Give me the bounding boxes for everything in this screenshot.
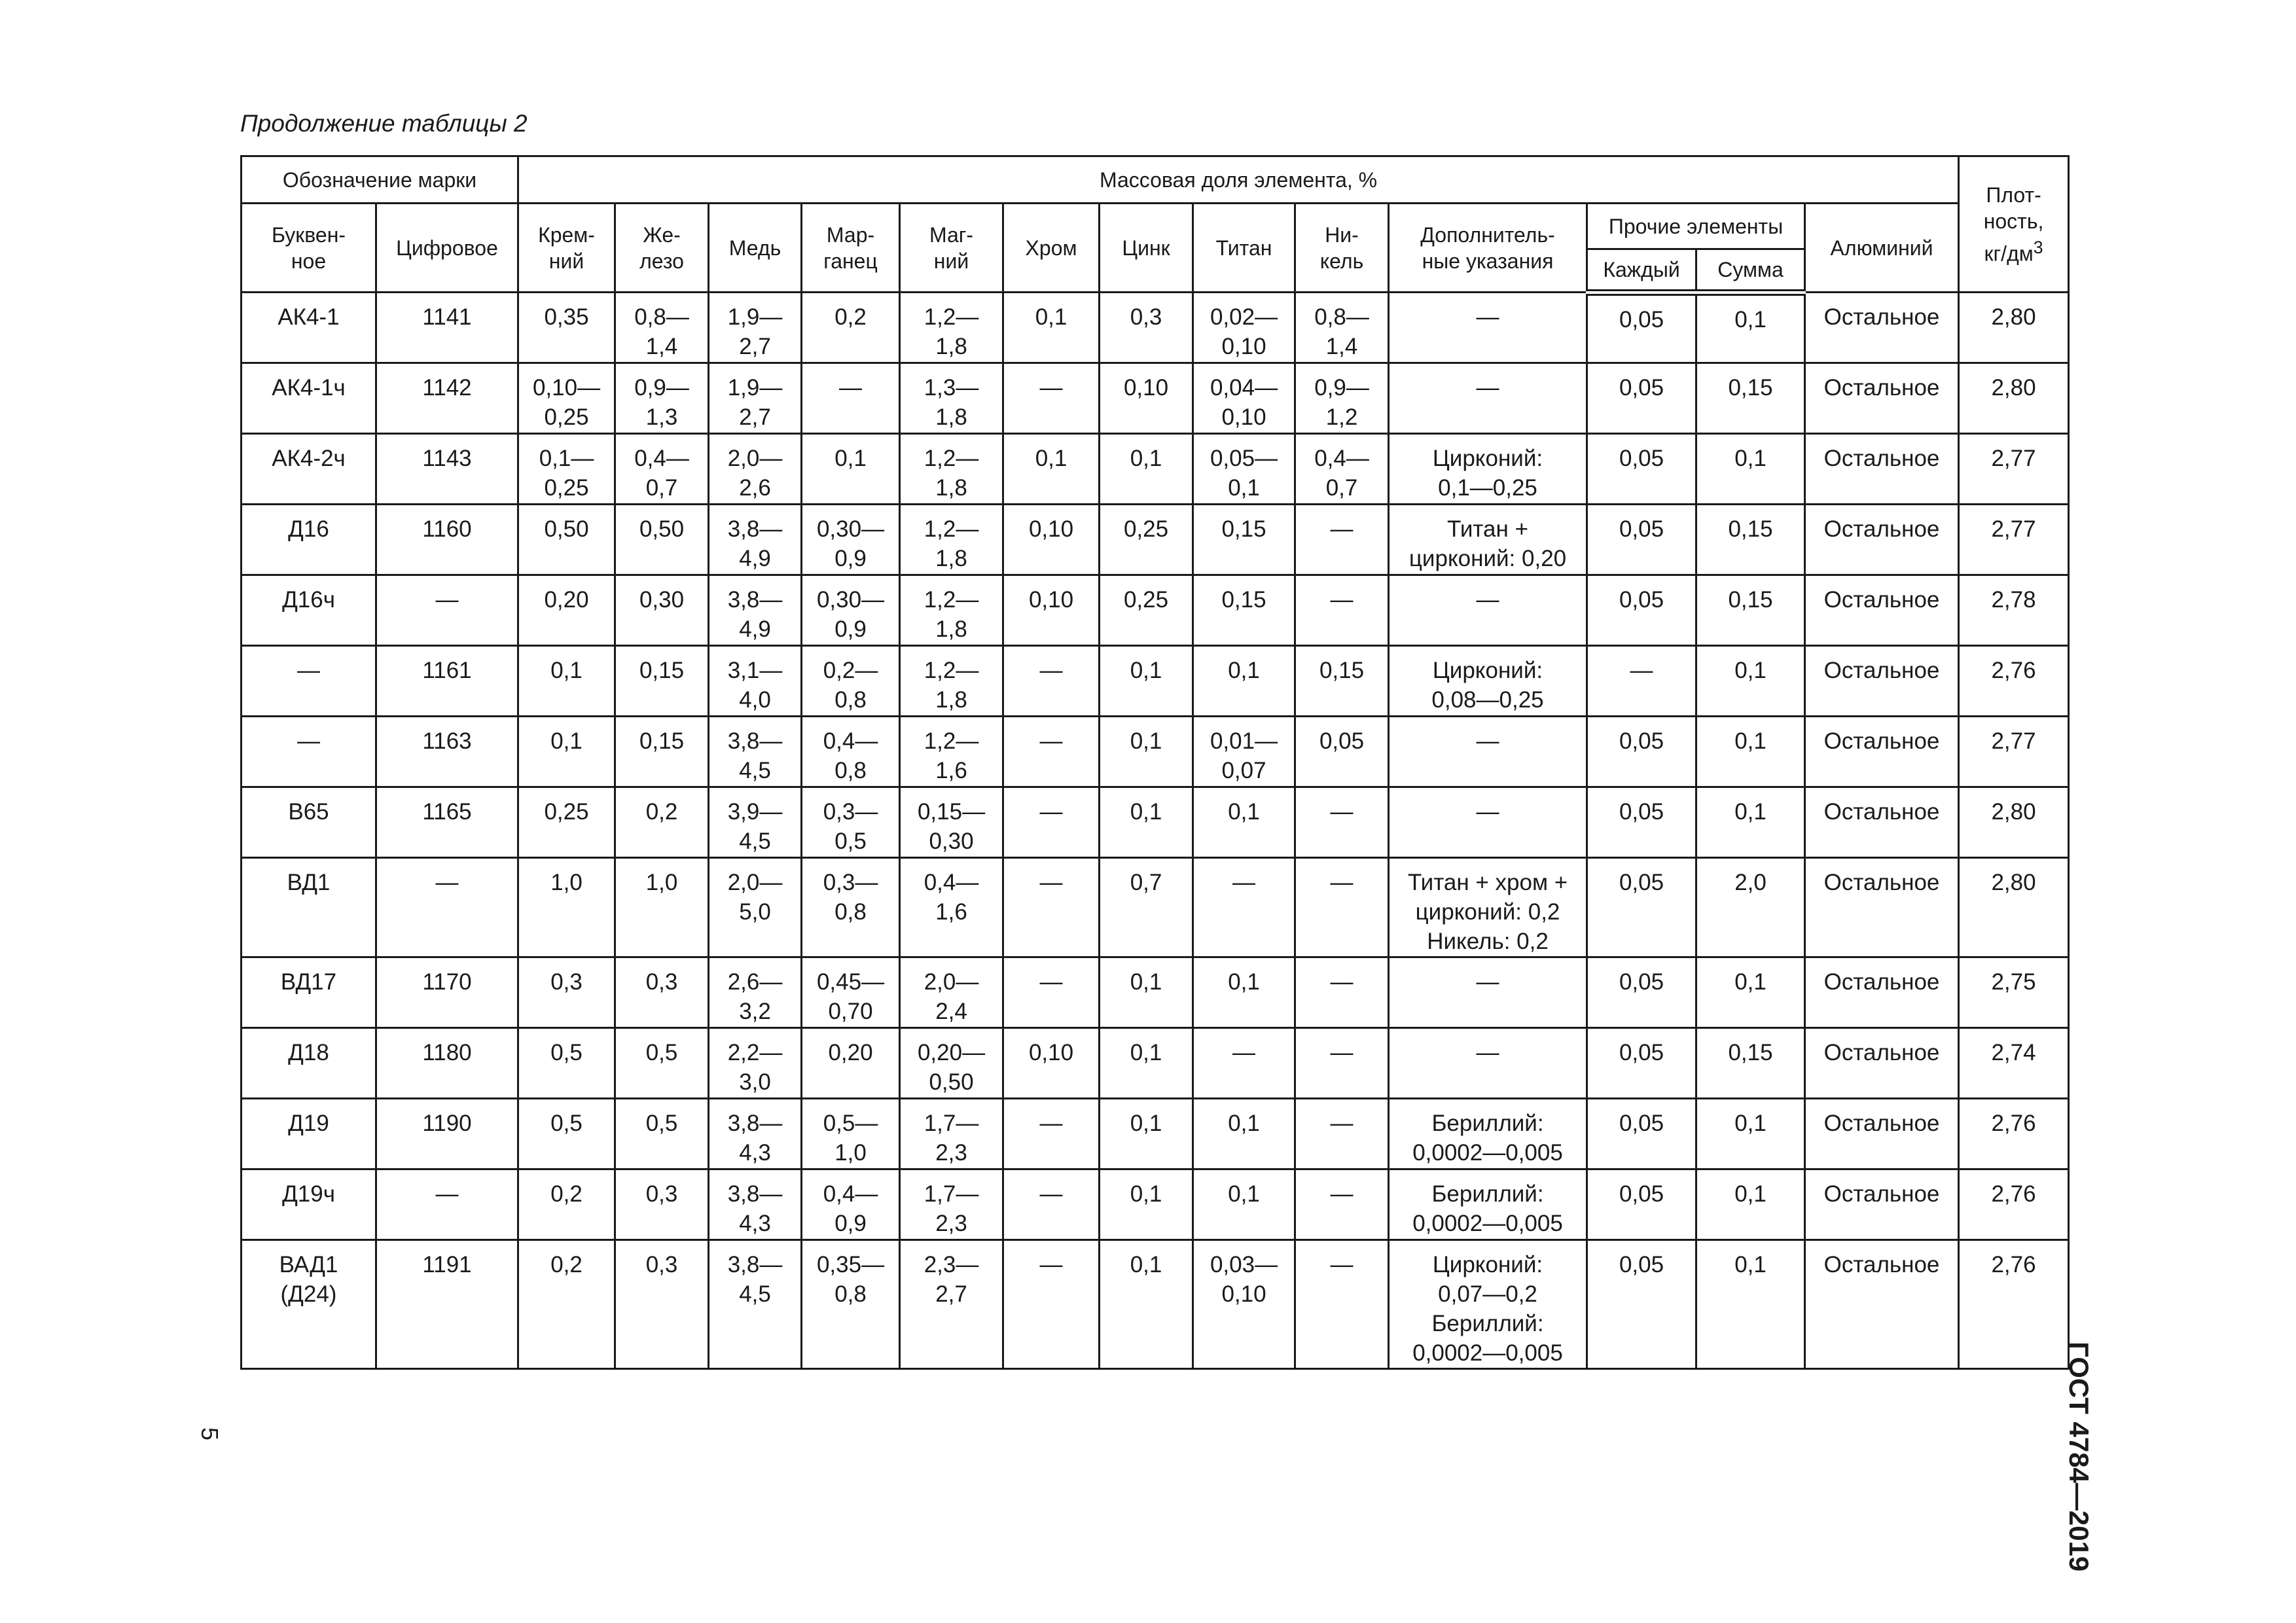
table-cell: 0,1 xyxy=(1003,434,1100,505)
table-cell: Цирконий: 0,07—0,2 Бериллий: 0,0002—0,005 xyxy=(1389,1240,1587,1369)
table-cell: Остальное xyxy=(1805,575,1959,646)
table-cell: АК4-1ч xyxy=(242,363,376,434)
table-cell: 3,1— 4,0 xyxy=(709,646,802,717)
table-cell: 0,10 xyxy=(1003,505,1100,575)
table-cell: 0,9— 1,2 xyxy=(1295,363,1389,434)
document-code: ГОСТ 4784—2019 xyxy=(2064,1342,2094,1572)
table-cell: Остальное xyxy=(1805,1028,1959,1099)
each-header: Каждый xyxy=(1587,249,1696,293)
table-cell: — xyxy=(1003,363,1100,434)
table-cell: 1,7— 2,3 xyxy=(900,1169,1003,1240)
table-cell: Цирконий: 0,1—0,25 xyxy=(1389,434,1587,505)
table-cell: — xyxy=(376,575,518,646)
table-cell: 0,1 xyxy=(1696,1099,1805,1169)
table-cell: — xyxy=(1003,1169,1100,1240)
table-cell: Титан + цирконий: 0,20 xyxy=(1389,505,1587,575)
table-cell: 0,30— 0,9 xyxy=(802,505,900,575)
table-cell: 0,5 xyxy=(615,1099,709,1169)
table-cell: 0,25 xyxy=(1100,505,1193,575)
table-cell: 3,8— 4,3 xyxy=(709,1169,802,1240)
sum-header: Сумма xyxy=(1696,249,1805,293)
table-cell: АК4-2ч xyxy=(242,434,376,505)
table-cell: 0,2 xyxy=(615,787,709,858)
table-cell: Остальное xyxy=(1805,787,1959,858)
table-cell: 0,1 xyxy=(1696,646,1805,717)
table-cell: — xyxy=(1193,858,1295,957)
table-cell: 3,9— 4,5 xyxy=(709,787,802,858)
table-cell: — xyxy=(1193,1028,1295,1099)
table-cell: В65 xyxy=(242,787,376,858)
table-cell: 0,05 xyxy=(1587,1099,1696,1169)
table-cell: 0,9— 1,3 xyxy=(615,363,709,434)
table-cell: 1,7— 2,3 xyxy=(900,1099,1003,1169)
table-cell: — xyxy=(1003,1099,1100,1169)
density-header: Плот- ность, $кг/дм^3$ xyxy=(1959,156,2069,293)
table-cell: — xyxy=(242,646,376,717)
table-cell: — xyxy=(1295,787,1389,858)
table-cell: 1142 xyxy=(376,363,518,434)
magnesium-header: Маг- ний xyxy=(900,204,1003,293)
table-cell: 0,35— 0,8 xyxy=(802,1240,900,1369)
chromium-header: Хром xyxy=(1003,204,1100,293)
table-cell: — xyxy=(1295,858,1389,957)
table-cell: 3,8— 4,3 xyxy=(709,1099,802,1169)
table-cell: — xyxy=(1295,1169,1389,1240)
table-cell: 0,1 xyxy=(1696,717,1805,787)
table-cell: 1,2— 1,8 xyxy=(900,505,1003,575)
table-cell: 2,80 xyxy=(1959,293,2069,363)
table-cell: 2,0— 5,0 xyxy=(709,858,802,957)
table-row xyxy=(242,646,2069,717)
table-cell: 1165 xyxy=(376,787,518,858)
table-cell: 1,3— 1,8 xyxy=(900,363,1003,434)
other-elements-header: Прочие элементы xyxy=(1587,204,1805,249)
table-cell: 0,05 xyxy=(1295,717,1389,787)
table-row xyxy=(242,575,2069,646)
table-row xyxy=(242,1099,2069,1169)
table-cell: 0,05 xyxy=(1587,1240,1696,1369)
table-cell: 0,10— 0,25 xyxy=(518,363,615,434)
table-cell: 0,4— 0,8 xyxy=(802,717,900,787)
silicon-header: Крем- ний xyxy=(518,204,615,293)
table-cell: 0,8— 1,4 xyxy=(615,293,709,363)
table-cell: 2,74 xyxy=(1959,1028,2069,1099)
table-row xyxy=(242,957,2069,1028)
table-cell: 2,76 xyxy=(1959,1169,2069,1240)
aluminium-header: Алюминий xyxy=(1805,204,1959,293)
table-cell: 0,1 xyxy=(1696,293,1805,363)
table-cell: — xyxy=(1389,575,1587,646)
table-cell: 0,15 xyxy=(615,646,709,717)
nickel-header: Ни- кель xyxy=(1295,204,1389,293)
table-cell: Остальное xyxy=(1805,957,1959,1028)
composition-table xyxy=(240,155,2070,1370)
table-cell: Бериллий: 0,0002—0,005 xyxy=(1389,1169,1587,1240)
table-cell: — xyxy=(1003,717,1100,787)
table-cell: 0,1 xyxy=(1696,1240,1805,1369)
table-row xyxy=(242,505,2069,575)
table-cell: 2,0— 2,6 xyxy=(709,434,802,505)
table-cell: 2,77 xyxy=(1959,717,2069,787)
table-cell: 0,1 xyxy=(802,434,900,505)
table-cell: 0,2— 0,8 xyxy=(802,646,900,717)
table-cell: — xyxy=(1389,363,1587,434)
table-cell: Д16ч xyxy=(242,575,376,646)
table-cell: 2,77 xyxy=(1959,505,2069,575)
table-caption: Продолжение таблицы 2 xyxy=(240,110,528,137)
table-cell: 0,1 xyxy=(1100,1028,1193,1099)
table-cell: 0,05 xyxy=(1587,717,1696,787)
table-cell: — xyxy=(1295,1028,1389,1099)
table-cell: 2,76 xyxy=(1959,646,2069,717)
table-cell: 1170 xyxy=(376,957,518,1028)
table-cell: 2,80 xyxy=(1959,858,2069,957)
table-cell: 0,1 xyxy=(1100,787,1193,858)
table-cell: — xyxy=(1003,858,1100,957)
table-cell: 0,1 xyxy=(1100,1240,1193,1369)
table-row xyxy=(242,787,2069,858)
table-cell: — xyxy=(1003,957,1100,1028)
table-cell: ВАД1 (Д24) xyxy=(242,1240,376,1369)
table-cell: 0,1 xyxy=(1696,957,1805,1028)
table-cell: 2,80 xyxy=(1959,363,2069,434)
table-cell: 0,15 xyxy=(1696,505,1805,575)
table-cell: 1,2— 1,8 xyxy=(900,293,1003,363)
table-cell: 0,10 xyxy=(1003,1028,1100,1099)
table-cell: 2,75 xyxy=(1959,957,2069,1028)
table-cell: — xyxy=(1295,575,1389,646)
table-row xyxy=(242,717,2069,787)
table-cell: 0,05 xyxy=(1587,505,1696,575)
table-cell: — xyxy=(242,717,376,787)
table-cell: 0,1 xyxy=(1696,787,1805,858)
table-cell: — xyxy=(1389,957,1587,1028)
table-cell: 0,25 xyxy=(1100,575,1193,646)
table-cell: 1,0 xyxy=(518,858,615,957)
table-cell: 0,2 xyxy=(802,293,900,363)
table-cell: 0,2 xyxy=(518,1169,615,1240)
table-cell: 0,05 xyxy=(1587,787,1696,858)
table-cell: Остальное xyxy=(1805,717,1959,787)
table-cell: 0,1 xyxy=(1193,1169,1295,1240)
table-cell: 0,25 xyxy=(518,787,615,858)
table-cell: 0,3 xyxy=(615,957,709,1028)
titanium-header: Титан xyxy=(1193,204,1295,293)
table-cell: 2,3— 2,7 xyxy=(900,1240,1003,1369)
table-cell: 0,2 xyxy=(518,1240,615,1369)
table-cell: 0,3— 0,8 xyxy=(802,858,900,957)
table-cell: 2,80 xyxy=(1959,787,2069,858)
manganese-header: Мар- ганец xyxy=(802,204,900,293)
table-cell: 0,05 xyxy=(1587,1028,1696,1099)
table-cell: Д19 xyxy=(242,1099,376,1169)
table-cell: 2,77 xyxy=(1959,434,2069,505)
table-cell: Остальное xyxy=(1805,1169,1959,1240)
table-cell: 1,9— 2,7 xyxy=(709,293,802,363)
table-cell: 0,15 xyxy=(1295,646,1389,717)
table-cell: Д16 xyxy=(242,505,376,575)
table-cell: 0,35 xyxy=(518,293,615,363)
table-cell: Титан + хром + цирконий: 0,2 Никель: 0,2 xyxy=(1389,858,1587,957)
table-cell: 0,1 xyxy=(518,646,615,717)
table-cell: 0,20 xyxy=(518,575,615,646)
table-cell: 0,05 xyxy=(1587,1169,1696,1240)
table-cell: — xyxy=(1003,646,1100,717)
table-cell: 1180 xyxy=(376,1028,518,1099)
table-cell: 0,1 xyxy=(1193,957,1295,1028)
table-cell: 0,03— 0,10 xyxy=(1193,1240,1295,1369)
table-cell: 1143 xyxy=(376,434,518,505)
table-cell: 3,8— 4,5 xyxy=(709,717,802,787)
table-cell: Цирконий: 0,08—0,25 xyxy=(1389,646,1587,717)
table-cell: 0,15 xyxy=(615,717,709,787)
additional-notes-header: Дополнитель- ные указания xyxy=(1389,204,1587,293)
table-cell: 0,4— 0,7 xyxy=(1295,434,1389,505)
table-cell: 0,1 xyxy=(1696,434,1805,505)
table-cell: 0,4— 0,7 xyxy=(615,434,709,505)
table-cell: — xyxy=(1389,787,1587,858)
table-cell: — xyxy=(376,858,518,957)
table-cell: — xyxy=(1389,717,1587,787)
table-row xyxy=(242,363,2069,434)
table-cell: Остальное xyxy=(1805,1240,1959,1369)
table-cell: 1,2— 1,8 xyxy=(900,575,1003,646)
table-cell: Д19ч xyxy=(242,1169,376,1240)
table-cell: 0,05— 0,1 xyxy=(1193,434,1295,505)
table-cell: 2,76 xyxy=(1959,1240,2069,1369)
table-cell: 0,50 xyxy=(615,505,709,575)
table-cell: 0,15 xyxy=(1696,363,1805,434)
iron-header: Же- лезо xyxy=(615,204,709,293)
table-cell: — xyxy=(802,363,900,434)
table-cell: 0,30 xyxy=(615,575,709,646)
table-cell: 0,1 xyxy=(1193,787,1295,858)
table-cell: 0,3 xyxy=(518,957,615,1028)
table-cell: 3,8— 4,9 xyxy=(709,575,802,646)
table-cell: 0,4— 0,9 xyxy=(802,1169,900,1240)
grade-header: Обозначение марки xyxy=(242,156,518,204)
table-cell: 0,05 xyxy=(1587,363,1696,434)
table-cell: — xyxy=(1295,1240,1389,1369)
table-cell: 2,78 xyxy=(1959,575,2069,646)
table-cell: 2,2— 3,0 xyxy=(709,1028,802,1099)
table-cell: — xyxy=(1587,646,1696,717)
table-row xyxy=(242,293,2069,363)
table-cell: 1,2— 1,6 xyxy=(900,717,1003,787)
table-cell: 2,0 xyxy=(1696,858,1805,957)
table-cell: 0,1 xyxy=(1100,1099,1193,1169)
table-cell: Остальное xyxy=(1805,434,1959,505)
table-cell: 1163 xyxy=(376,717,518,787)
table-cell: 0,05 xyxy=(1587,293,1696,363)
table-cell: 0,7 xyxy=(1100,858,1193,957)
table-cell: 0,1 xyxy=(1100,646,1193,717)
table-cell: ВД1 xyxy=(242,858,376,957)
table-cell: — xyxy=(1295,1099,1389,1169)
table-cell: 0,8— 1,4 xyxy=(1295,293,1389,363)
table-cell: — xyxy=(1389,293,1587,363)
table-cell: 0,3 xyxy=(1100,293,1193,363)
table-cell: 0,5— 1,0 xyxy=(802,1099,900,1169)
table-cell: 0,05 xyxy=(1587,434,1696,505)
table-cell: — xyxy=(1003,1240,1100,1369)
table-cell: 0,5 xyxy=(518,1099,615,1169)
table-cell: 1161 xyxy=(376,646,518,717)
table-cell: 0,1 xyxy=(1100,957,1193,1028)
table-cell: 0,20 xyxy=(802,1028,900,1099)
table-cell: 0,1 xyxy=(518,717,615,787)
table-cell: 0,05 xyxy=(1587,957,1696,1028)
table-cell: 0,01— 0,07 xyxy=(1193,717,1295,787)
table-cell: 0,5 xyxy=(615,1028,709,1099)
table-cell: 0,1— 0,25 xyxy=(518,434,615,505)
table-cell: 1190 xyxy=(376,1099,518,1169)
zinc-header: Цинк xyxy=(1100,204,1193,293)
table-cell: — xyxy=(1003,787,1100,858)
table-cell: 1,0 xyxy=(615,858,709,957)
table-cell: Остальное xyxy=(1805,293,1959,363)
table-cell: — xyxy=(1295,505,1389,575)
table-cell: 0,30— 0,9 xyxy=(802,575,900,646)
page-number: 5 xyxy=(196,1427,224,1441)
table-cell: Остальное xyxy=(1805,1099,1959,1169)
table-row xyxy=(242,1240,2069,1369)
table-cell: 2,76 xyxy=(1959,1099,2069,1169)
table-cell: 0,1 xyxy=(1100,717,1193,787)
table-cell: Д18 xyxy=(242,1028,376,1099)
table-row xyxy=(242,1169,2069,1240)
table-cell: 0,20— 0,50 xyxy=(900,1028,1003,1099)
table-cell: 0,3 xyxy=(615,1240,709,1369)
table-cell: 1,2— 1,8 xyxy=(900,434,1003,505)
table-cell: 0,15 xyxy=(1696,575,1805,646)
table-cell: 0,10 xyxy=(1100,363,1193,434)
table-row xyxy=(242,434,2069,505)
table-cell: 0,3— 0,5 xyxy=(802,787,900,858)
table-cell: 0,02— 0,10 xyxy=(1193,293,1295,363)
table-cell: Остальное xyxy=(1805,505,1959,575)
table-cell: 0,15 xyxy=(1193,505,1295,575)
table-cell: 0,4— 1,6 xyxy=(900,858,1003,957)
table-cell: Остальное xyxy=(1805,858,1959,957)
digital-grade-header: Цифровое xyxy=(376,204,518,293)
table-cell: ВД17 xyxy=(242,957,376,1028)
table-cell: 1191 xyxy=(376,1240,518,1369)
table-cell: 0,05 xyxy=(1587,575,1696,646)
table-cell: Бериллий: 0,0002—0,005 xyxy=(1389,1099,1587,1169)
table-cell: 0,05 xyxy=(1587,858,1696,957)
table-cell: 0,15 xyxy=(1696,1028,1805,1099)
table-cell: 2,6— 3,2 xyxy=(709,957,802,1028)
table-cell: — xyxy=(1389,1028,1587,1099)
table-cell: 0,45— 0,70 xyxy=(802,957,900,1028)
copper-header: Медь xyxy=(709,204,802,293)
table-cell: 0,3 xyxy=(615,1169,709,1240)
table-cell: 0,1 xyxy=(1696,1169,1805,1240)
letter-grade-header: Буквен- ное xyxy=(242,204,376,293)
table-cell: 0,1 xyxy=(1193,646,1295,717)
table-cell: 0,50 xyxy=(518,505,615,575)
table-cell: 0,5 xyxy=(518,1028,615,1099)
table-cell: Остальное xyxy=(1805,646,1959,717)
table-cell: 3,8— 4,9 xyxy=(709,505,802,575)
table-cell: 1,9— 2,7 xyxy=(709,363,802,434)
table-cell: 0,1 xyxy=(1100,1169,1193,1240)
table-cell: 0,10 xyxy=(1003,575,1100,646)
table-cell: 0,15— 0,30 xyxy=(900,787,1003,858)
table-cell: 0,1 xyxy=(1003,293,1100,363)
table-cell: Остальное xyxy=(1805,363,1959,434)
table-body xyxy=(242,293,2069,1369)
mass-fraction-header: Массовая доля элемента, % xyxy=(518,156,1959,204)
table-cell: 0,1 xyxy=(1100,434,1193,505)
table-cell: 1,2— 1,8 xyxy=(900,646,1003,717)
table-cell: 2,0— 2,4 xyxy=(900,957,1003,1028)
table-cell: 0,04— 0,10 xyxy=(1193,363,1295,434)
table-cell: 1141 xyxy=(376,293,518,363)
table-cell: 1160 xyxy=(376,505,518,575)
table-cell: 0,1 xyxy=(1193,1099,1295,1169)
table-cell: АК4-1 xyxy=(242,293,376,363)
table-cell: 0,15 xyxy=(1193,575,1295,646)
table-row xyxy=(242,858,2069,957)
table-row xyxy=(242,1028,2069,1099)
table-cell: 3,8— 4,5 xyxy=(709,1240,802,1369)
table-cell: — xyxy=(376,1169,518,1240)
table-cell: — xyxy=(1295,957,1389,1028)
